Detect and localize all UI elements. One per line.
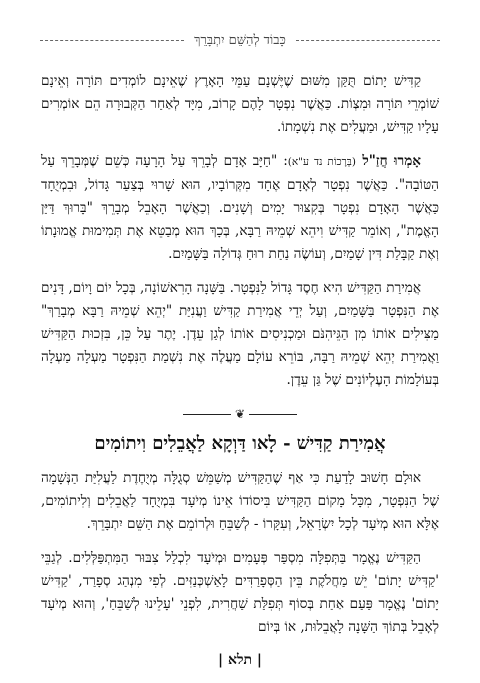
running-header <box>40 33 440 47</box>
ornament-icon: ❦ <box>234 407 246 421</box>
header-title: כָּבוֹד לְהַשֵּׁם יִתְבָּרֵךְ <box>194 33 286 48</box>
divider-line <box>249 414 297 415</box>
paragraph-intro: אָמְרוּ חֲזַ"ל <box>355 153 421 169</box>
paragraph: אוּלָם חָשׁוּב לָדַעַת כִּי אַף שֶׁהַקַּדִּישׁ מְשַׁמֵּשׁ סְגֻלָּה מְיֻחֶדֶת לַעֲלִיַּת הַנְּשָׁמָה שֶׁל הַנִּפְטָר, מִכָּל מָקוֹם הַקַּדִּישׁ בִּיסוֹדוֹ אֵינוֹ מְיֹעָד בִּמְיֻחָד לַאֲבֵלִים וְלִיתוֹמִים, אֶלָּא הוּא מְיֹעָד לְכָל יִשְׂרָאֵל, וְעִקָּרוֹ - לְשַׁבֵּחַ וּלְרוֹמֵם אֶת הַשֵּׁם יִתְבָּרֵךְ. <box>41 470 439 532</box>
divider-line <box>183 414 231 415</box>
paragraph: אֲמִירַת הַקַּדִּישׁ הִיא חֶסֶד גָּדוֹל לַנִּפְטָר. בַּשָּׁנָה הָרִאשׁוֹנָה, בְּכָל יוֹם וָיוֹם, דָּנִים אֶת הַנִּפְטָר בַּשָּׁמַיִם, וְעַל יְדֵי אֲמִירַת קַדִּישׁ וַעֲנִיַּת "יְהֵא שְׁמֵיהּ רַבָּא מְבָרַךְ" מַצִּילִים אוֹתוֹ מִן הַגֵּיהִנֹּם וּמַכְנִיסִים אוֹתוֹ לְגַן עֵדֶן. יֶתֶר עַל כֵּן, בִּזְכוּת הַקַּדִּישׁ וַאֲמִירַת יְהֵא שְׁמֵיהּ רַבָּה, בּוֹרֵא עוֹלָם מַעֲלֶה אֶת נִשְׁמַת הַנִּפְטָר מַעְלָה מַעְלָה בְּעוֹלָמוֹת הָעֶלְיוֹנִים שֶׁל גַּן עֵדֶן. <box>41 280 439 388</box>
body-text <box>41 70 439 650</box>
section-divider <box>41 403 439 425</box>
header-dashed-rule <box>296 40 440 41</box>
page-number: | תלא | <box>217 652 262 668</box>
section-title: אֲמִירַת קַדִּישׁ - לָאו דַּוְקָא לַאֲבֵלִים וִיתוֹמִים <box>94 433 386 454</box>
source-citation: (בְּרָכוֹת נד ע"א) <box>287 156 356 168</box>
paragraph-text: : "חַיָּב אָדָם לְבָרֵךְ עַל הָרָעָה כְּשֵׁם שֶׁמְּבָרֵךְ עַל הַטּוֹבָה". כַּאֲשֶׁר נִפְטָר לְאָדָם אֶחָד מִקְּרוֹבָיו, הוּא שָׁרוּי בְּצַעַר גָּדוֹל, וּבִמְיֻחָד כַּאֲשֶׁר הָאָדָם נִפְטָר בְּקִצּוּר יָמִים וְשָׁנִים. וְכַאֲשֶׁר הָאָבֵל מְבָרֵךְ "בָּרוּךְ דַּיַּן הָאֱמֶת", וְאוֹמֵר קַדִּישׁ וִיהֵא שְׁמֵיהּ רַבָּא, בְּכָךְ הוּא מְבַטֵּא אֶת תְּמִימוּת אֱמוּנָתוֹ וְאֶת קַבָּלַת דִּין שָׁמַיִם, וְעוֹשֶׂה נַחַת רוּחַ גְּדוֹלָה בַּשָּׁמַיִם. <box>41 153 439 262</box>
paragraph <box>41 150 439 266</box>
paragraph: קַדִּישׁ יָתוֹם תֻּקַּן מִשּׁוּם שֶׁיֶּשְׁנָם עַמֵּי הָאָרֶץ שֶׁאֵינָם לוֹמְדִים תּוֹרָה וְאֵינָם שׁוֹמְרֵי תּוֹרָה וּמִצְוֹת. כַּאֲשֶׁר נִפְטָר לָהֶם קָרוֹב, מִיָּד לְאַחַר הַקְּבוּרָה הֵם אוֹמְרִים עָלָיו קַדִּישׁ, וּמַעֲלִים אֶת נִשְׁמָתוֹ. <box>41 73 439 135</box>
header-dashed-rule <box>40 40 184 41</box>
paragraph: הַקַּדִּישׁ נֶאֱמָר בַּתְּפִלָּה מִסְפַּר פְּעָמִים וּמְיֹעָד לִכְלַל צִבּוּר הַמִּתְפַּלְּלִים. לְגַבֵּי 'קַדִּישׁ יָתוֹם' יֵשׁ מַחֲלֹקֶת בֵּין הַסְּפָרַדִּים לָאַשְׁכְּנַזִּים. לְפִי מִנְהַג סְפָרַד, 'קַדִּישׁ יָתוֹם' נֶאֱמָר פַּעַם אַחַת בְּסוֹף תְּפִלַּת שַׁחֲרִית, לִפְנֵי 'עָלֵינוּ לְשַׁבֵּחַ', וְהוּא מְיֹעָד לְאָבֵל בְּתוֹךְ הַשָּׁנָה לָאֲבֵלוּת, אוֹ בְּיוֹם <box>41 550 439 635</box>
